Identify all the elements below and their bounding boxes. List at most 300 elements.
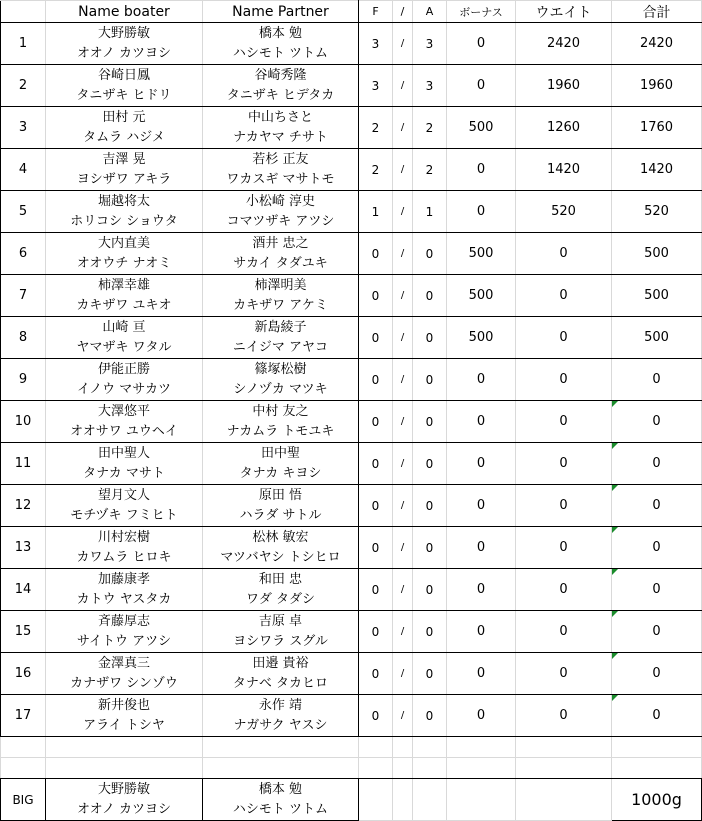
weight-cell: 0	[516, 695, 612, 737]
slash-cell: /	[393, 359, 413, 401]
comment-indicator-icon	[612, 569, 618, 575]
boater-cell-kana: イノウ マサカツ	[76, 381, 172, 397]
slash-cell: /	[393, 611, 413, 653]
partner-cell-kana: タナカ キヨシ	[239, 465, 322, 481]
big-boater-cell	[46, 779, 203, 821]
partner-cell	[203, 527, 359, 569]
header-row	[1, 1, 702, 23]
rank-cell: 6	[1, 233, 46, 275]
empty-cell	[516, 737, 612, 758]
header-no	[1, 1, 46, 23]
partner-cell	[203, 107, 359, 149]
partner-cell-kana: タニザキ ヒデタカ	[226, 87, 335, 103]
total-value: 1760	[639, 120, 674, 135]
boater-cell	[46, 107, 203, 149]
boater-cell-kana: カトウ ヤスタカ	[76, 591, 172, 607]
empty-cell	[612, 737, 702, 758]
partner-cell-kana: ハラダ サトル	[239, 507, 322, 523]
weight-cell: 0	[516, 275, 612, 317]
partner-cell-kanji: 柿澤明美	[254, 277, 307, 293]
comment-indicator-icon	[612, 611, 618, 617]
boater-cell-kana: カナザワ シンゾウ	[70, 675, 178, 691]
empty-cell	[413, 758, 447, 779]
boater-cell-kanji: 大野勝敏	[97, 25, 150, 41]
comment-indicator-icon	[612, 401, 618, 407]
boater-cell	[46, 611, 203, 653]
a-cell: 0	[413, 401, 447, 443]
bonus-cell: 0	[447, 485, 516, 527]
partner-cell-kana: ナガサク ヤスシ	[233, 717, 328, 733]
total-value: 0	[652, 708, 661, 723]
slash-cell: /	[393, 23, 413, 65]
header-f: F	[359, 1, 393, 23]
empty-cell	[1, 758, 46, 779]
boater-cell-kana: タニザキ ヒドリ	[76, 87, 172, 103]
bonus-cell: 0	[447, 149, 516, 191]
partner-cell-kana: ヨシワラ スグル	[233, 633, 328, 649]
total-cell	[612, 359, 702, 401]
f-cell: 0	[359, 359, 393, 401]
weight-cell: 1420	[516, 149, 612, 191]
empty-cell	[393, 779, 413, 821]
boater-cell	[46, 233, 203, 275]
boater-cell-kana: オオウチ ナオミ	[76, 255, 172, 271]
boater-cell	[46, 149, 203, 191]
table-row	[1, 527, 702, 569]
big-label: BIG	[1, 779, 46, 821]
boater-cell	[46, 485, 203, 527]
partner-cell-kana: ワダ タダシ	[245, 591, 315, 607]
rank-cell: 11	[1, 443, 46, 485]
comment-indicator-icon	[612, 485, 618, 491]
table-row	[1, 23, 702, 65]
bonus-cell: 0	[447, 611, 516, 653]
total-cell	[612, 653, 702, 695]
empty-cell	[46, 737, 203, 758]
partner-cell-kanji: 松林 敏宏	[252, 529, 309, 545]
slash-cell: /	[393, 527, 413, 569]
slash-cell: /	[393, 149, 413, 191]
bonus-cell: 0	[447, 359, 516, 401]
rank-cell: 15	[1, 611, 46, 653]
f-cell: 0	[359, 695, 393, 737]
boater-cell-kanji: 柿澤幸雄	[97, 277, 150, 293]
total-cell	[612, 65, 702, 107]
bonus-cell: 0	[447, 191, 516, 233]
table-row	[1, 401, 702, 443]
rank-cell: 14	[1, 569, 46, 611]
boater-cell	[46, 359, 203, 401]
header-a: A	[413, 1, 447, 23]
a-cell: 0	[413, 359, 447, 401]
f-cell: 3	[359, 65, 393, 107]
total-value: 0	[652, 540, 661, 555]
boater-cell-kana: アライ トシヤ	[83, 717, 165, 733]
bonus-cell: 0	[447, 653, 516, 695]
big-boater-cell-kana: オオノ カツヨシ	[77, 801, 171, 817]
partner-cell-kanji: 中山ちさと	[247, 109, 313, 125]
partner-cell-kanji: 酒井 忠之	[252, 235, 309, 251]
table-row	[1, 233, 702, 275]
slash-cell: /	[393, 401, 413, 443]
f-cell: 3	[359, 23, 393, 65]
total-value: 2420	[639, 36, 674, 51]
boater-cell-kana: ホリコシ ショウタ	[70, 213, 178, 229]
slash-cell: /	[393, 569, 413, 611]
slash-cell: /	[393, 485, 413, 527]
partner-cell	[203, 485, 359, 527]
partner-cell	[203, 611, 359, 653]
boater-cell-kanji: 堀越将太	[97, 193, 150, 209]
a-cell: 0	[413, 611, 447, 653]
rank-cell: 2	[1, 65, 46, 107]
empty-cell	[393, 758, 413, 779]
table-row	[1, 443, 702, 485]
boater-cell-kanji: 新井俊也	[97, 697, 150, 713]
boater-cell-kana: カキザワ ユキオ	[76, 297, 172, 313]
total-value: 0	[652, 456, 661, 471]
a-cell: 0	[413, 569, 447, 611]
boater-cell	[46, 695, 203, 737]
bonus-cell: 0	[447, 401, 516, 443]
total-cell	[612, 149, 702, 191]
slash-cell: /	[393, 695, 413, 737]
bonus-cell: 0	[447, 65, 516, 107]
table-row	[1, 191, 702, 233]
slash-cell: /	[393, 65, 413, 107]
total-value: 0	[652, 372, 661, 387]
total-cell	[612, 401, 702, 443]
partner-cell	[203, 23, 359, 65]
a-cell: 2	[413, 107, 447, 149]
partner-cell-kana: サカイ タダユキ	[233, 255, 328, 271]
comment-indicator-icon	[612, 443, 618, 449]
total-value: 1420	[639, 162, 674, 177]
empty-cell	[359, 779, 393, 821]
big-partner-cell	[203, 779, 359, 821]
a-cell: 3	[413, 65, 447, 107]
partner-cell	[203, 65, 359, 107]
total-cell	[612, 107, 702, 149]
boater-cell-kanji: 大内直美	[97, 235, 150, 251]
header-slash: /	[393, 1, 413, 23]
total-cell	[612, 443, 702, 485]
bonus-cell: 0	[447, 443, 516, 485]
a-cell: 3	[413, 23, 447, 65]
partner-cell-kanji: 和田 忠	[258, 571, 303, 587]
a-cell: 0	[413, 653, 447, 695]
boater-cell-kanji: 金澤真三	[97, 655, 150, 671]
empty-cell	[612, 758, 702, 779]
partner-cell-kana: ナカムラ トモユキ	[226, 423, 335, 439]
boater-cell-kana: オオサワ ユウヘイ	[70, 423, 178, 439]
big-boater-cell-kanji: 大野勝敏	[97, 781, 150, 797]
partner-cell	[203, 401, 359, 443]
total-cell	[612, 695, 702, 737]
table-row	[1, 107, 702, 149]
f-cell: 0	[359, 317, 393, 359]
rank-cell: 8	[1, 317, 46, 359]
partner-cell-kanji: 篠塚松樹	[254, 361, 307, 377]
rank-cell: 1	[1, 23, 46, 65]
header-boater: Name boater	[46, 1, 203, 23]
partner-cell	[203, 569, 359, 611]
big-partner-cell-kanji: 橋本 勉	[258, 781, 303, 797]
bonus-cell: 500	[447, 317, 516, 359]
boater-cell-kanji: 大澤悠平	[97, 403, 150, 419]
bonus-cell: 0	[447, 695, 516, 737]
boater-cell-kanji: 加藤康孝	[97, 571, 150, 587]
big-total-cell: 1000g	[612, 779, 702, 821]
total-cell	[612, 275, 702, 317]
boater-cell-kana: タムラ ハジメ	[83, 129, 165, 145]
partner-cell-kana: ハシモト ツトム	[232, 45, 329, 61]
partner-cell-kana: ワカスギ マサトモ	[226, 171, 335, 187]
boater-cell-kana: モチヅキ フミヒト	[70, 507, 178, 523]
boater-cell	[46, 65, 203, 107]
rank-cell: 7	[1, 275, 46, 317]
f-cell: 0	[359, 485, 393, 527]
f-cell: 0	[359, 401, 393, 443]
header-weight: ウエイト	[516, 1, 612, 23]
total-cell	[612, 611, 702, 653]
partner-cell-kanji: 新島綾子	[254, 319, 307, 335]
total-cell	[612, 23, 702, 65]
comment-indicator-icon	[612, 695, 618, 701]
rank-cell: 12	[1, 485, 46, 527]
empty-cell	[203, 737, 359, 758]
boater-cell-kanji: 斉藤厚志	[97, 613, 150, 629]
total-value: 500	[644, 288, 669, 303]
a-cell: 0	[413, 443, 447, 485]
empty-cell	[413, 737, 447, 758]
weight-cell: 1960	[516, 65, 612, 107]
big-row	[1, 779, 702, 821]
empty-cell	[393, 737, 413, 758]
partner-cell-kanji: 谷崎秀隆	[254, 67, 307, 83]
table-row	[1, 317, 702, 359]
rank-cell: 3	[1, 107, 46, 149]
partner-cell-kanji: 吉原 卓	[258, 613, 303, 629]
empty-cell	[413, 779, 447, 821]
partner-cell-kanji: 田中聖	[260, 445, 300, 461]
total-cell	[612, 527, 702, 569]
slash-cell: /	[393, 191, 413, 233]
f-cell: 2	[359, 107, 393, 149]
blank-row	[1, 758, 702, 779]
partner-cell	[203, 275, 359, 317]
empty-cell	[447, 737, 516, 758]
rank-cell: 13	[1, 527, 46, 569]
table-row	[1, 485, 702, 527]
a-cell: 1	[413, 191, 447, 233]
f-cell: 2	[359, 149, 393, 191]
boater-cell-kana: タナカ マサト	[83, 465, 165, 481]
boater-cell	[46, 191, 203, 233]
total-value: 0	[652, 582, 661, 597]
f-cell: 0	[359, 527, 393, 569]
total-cell	[612, 569, 702, 611]
weight-cell: 0	[516, 527, 612, 569]
boater-cell-kana: カワムラ ヒロキ	[76, 549, 172, 565]
table-row	[1, 653, 702, 695]
total-value: 500	[644, 330, 669, 345]
a-cell: 0	[413, 275, 447, 317]
weight-cell: 2420	[516, 23, 612, 65]
partner-cell-kana: コマツザキ アツシ	[226, 213, 335, 229]
partner-cell	[203, 317, 359, 359]
boater-cell-kanji: 吉澤 晃	[102, 151, 146, 167]
partner-cell-kana: マツバヤシ トシヒロ	[220, 549, 341, 565]
f-cell: 0	[359, 569, 393, 611]
empty-cell	[447, 758, 516, 779]
total-cell	[612, 233, 702, 275]
boater-cell-kana: サイトウ アツシ	[76, 633, 172, 649]
weight-cell: 0	[516, 485, 612, 527]
boater-cell	[46, 569, 203, 611]
f-cell: 0	[359, 443, 393, 485]
partner-cell-kanji: 田邉 貴裕	[252, 655, 309, 671]
bonus-cell: 500	[447, 107, 516, 149]
table-row	[1, 65, 702, 107]
comment-indicator-icon	[612, 653, 618, 659]
total-value: 500	[644, 246, 669, 261]
slash-cell: /	[393, 107, 413, 149]
boater-cell-kanji: 谷崎日鳳	[97, 67, 150, 83]
rank-cell: 5	[1, 191, 46, 233]
boater-cell-kanji: 田中聖人	[97, 445, 150, 461]
weight-cell: 0	[516, 653, 612, 695]
table-row	[1, 149, 702, 191]
boater-cell-kanji: 伊能正勝	[97, 361, 150, 377]
empty-cell	[46, 758, 203, 779]
f-cell: 0	[359, 611, 393, 653]
partner-cell-kanji: 小松崎 淳史	[245, 193, 316, 209]
empty-cell	[516, 779, 612, 821]
partner-cell-kana: ナカヤマ チサト	[233, 129, 328, 145]
boater-cell-kanji: 田村 元	[102, 109, 146, 125]
slash-cell: /	[393, 443, 413, 485]
boater-cell	[46, 23, 203, 65]
partner-cell-kanji: 橋本 勉	[258, 25, 303, 41]
f-cell: 1	[359, 191, 393, 233]
weight-cell: 0	[516, 359, 612, 401]
partner-cell-kanji: 永作 靖	[258, 697, 303, 713]
partner-cell-kanji: 若杉 正友	[252, 151, 309, 167]
bonus-cell: 500	[447, 275, 516, 317]
partner-cell-kanji: 中村 友之	[252, 403, 309, 419]
total-value: 0	[652, 666, 661, 681]
rank-cell: 16	[1, 653, 46, 695]
rank-cell: 4	[1, 149, 46, 191]
boater-cell	[46, 527, 203, 569]
weight-cell: 0	[516, 317, 612, 359]
weight-cell: 0	[516, 233, 612, 275]
header-partner: Name Partner	[203, 1, 359, 23]
boater-cell-kana: ヤマザキ ワタル	[76, 339, 172, 355]
weight-cell: 0	[516, 569, 612, 611]
a-cell: 0	[413, 317, 447, 359]
slash-cell: /	[393, 233, 413, 275]
partner-cell	[203, 695, 359, 737]
slash-cell: /	[393, 317, 413, 359]
empty-cell	[447, 779, 516, 821]
boater-cell	[46, 401, 203, 443]
total-value: 0	[652, 498, 661, 513]
table-row	[1, 275, 702, 317]
total-value: 520	[644, 204, 669, 219]
partner-cell-kana: ニイジマ アヤコ	[232, 339, 329, 355]
total-value: 0	[652, 414, 661, 429]
empty-cell	[203, 758, 359, 779]
total-value: 0	[652, 624, 661, 639]
total-value: 1960	[639, 78, 674, 93]
partner-cell-kana: タナベ タカヒロ	[232, 675, 329, 691]
table-row	[1, 611, 702, 653]
partner-cell-kanji: 原田 悟	[258, 487, 303, 503]
empty-cell	[359, 758, 393, 779]
a-cell: 0	[413, 233, 447, 275]
boater-cell-kanji: 山崎 亘	[102, 319, 146, 335]
table-row	[1, 569, 702, 611]
bonus-cell: 500	[447, 233, 516, 275]
weight-cell: 0	[516, 611, 612, 653]
weight-cell: 0	[516, 443, 612, 485]
weight-cell: 520	[516, 191, 612, 233]
partner-cell	[203, 443, 359, 485]
slash-cell: /	[393, 653, 413, 695]
big-partner-cell-kana: ハシモト ツトム	[232, 801, 329, 817]
boater-cell	[46, 317, 203, 359]
boater-cell-kanji: 望月文人	[97, 487, 150, 503]
comment-indicator-icon	[612, 527, 618, 533]
weight-cell: 1260	[516, 107, 612, 149]
total-cell	[612, 485, 702, 527]
partner-cell-kana: シノヅカ マツキ	[233, 381, 328, 397]
total-cell	[612, 317, 702, 359]
rank-cell: 9	[1, 359, 46, 401]
a-cell: 0	[413, 527, 447, 569]
f-cell: 0	[359, 653, 393, 695]
partner-cell	[203, 359, 359, 401]
partner-cell	[203, 233, 359, 275]
table-row	[1, 359, 702, 401]
boater-cell-kana: オオノ カツヨシ	[77, 45, 171, 61]
f-cell: 0	[359, 233, 393, 275]
boater-cell	[46, 443, 203, 485]
bonus-cell: 0	[447, 569, 516, 611]
empty-cell	[516, 758, 612, 779]
slash-cell: /	[393, 275, 413, 317]
partner-cell	[203, 149, 359, 191]
blank-row	[1, 737, 702, 758]
total-cell	[612, 191, 702, 233]
header-total: 合計	[612, 1, 702, 23]
header-bonus: ボーナス	[447, 1, 516, 23]
table-row	[1, 695, 702, 737]
rank-cell: 17	[1, 695, 46, 737]
empty-cell	[1, 737, 46, 758]
a-cell: 2	[413, 149, 447, 191]
partner-cell	[203, 653, 359, 695]
partner-cell-kana: カキザワ アケミ	[233, 297, 328, 313]
boater-cell-kana: ヨシザワ アキラ	[76, 171, 172, 187]
partner-cell	[203, 191, 359, 233]
weight-cell: 0	[516, 401, 612, 443]
bonus-cell: 0	[447, 527, 516, 569]
a-cell: 0	[413, 695, 447, 737]
rank-cell: 10	[1, 401, 46, 443]
